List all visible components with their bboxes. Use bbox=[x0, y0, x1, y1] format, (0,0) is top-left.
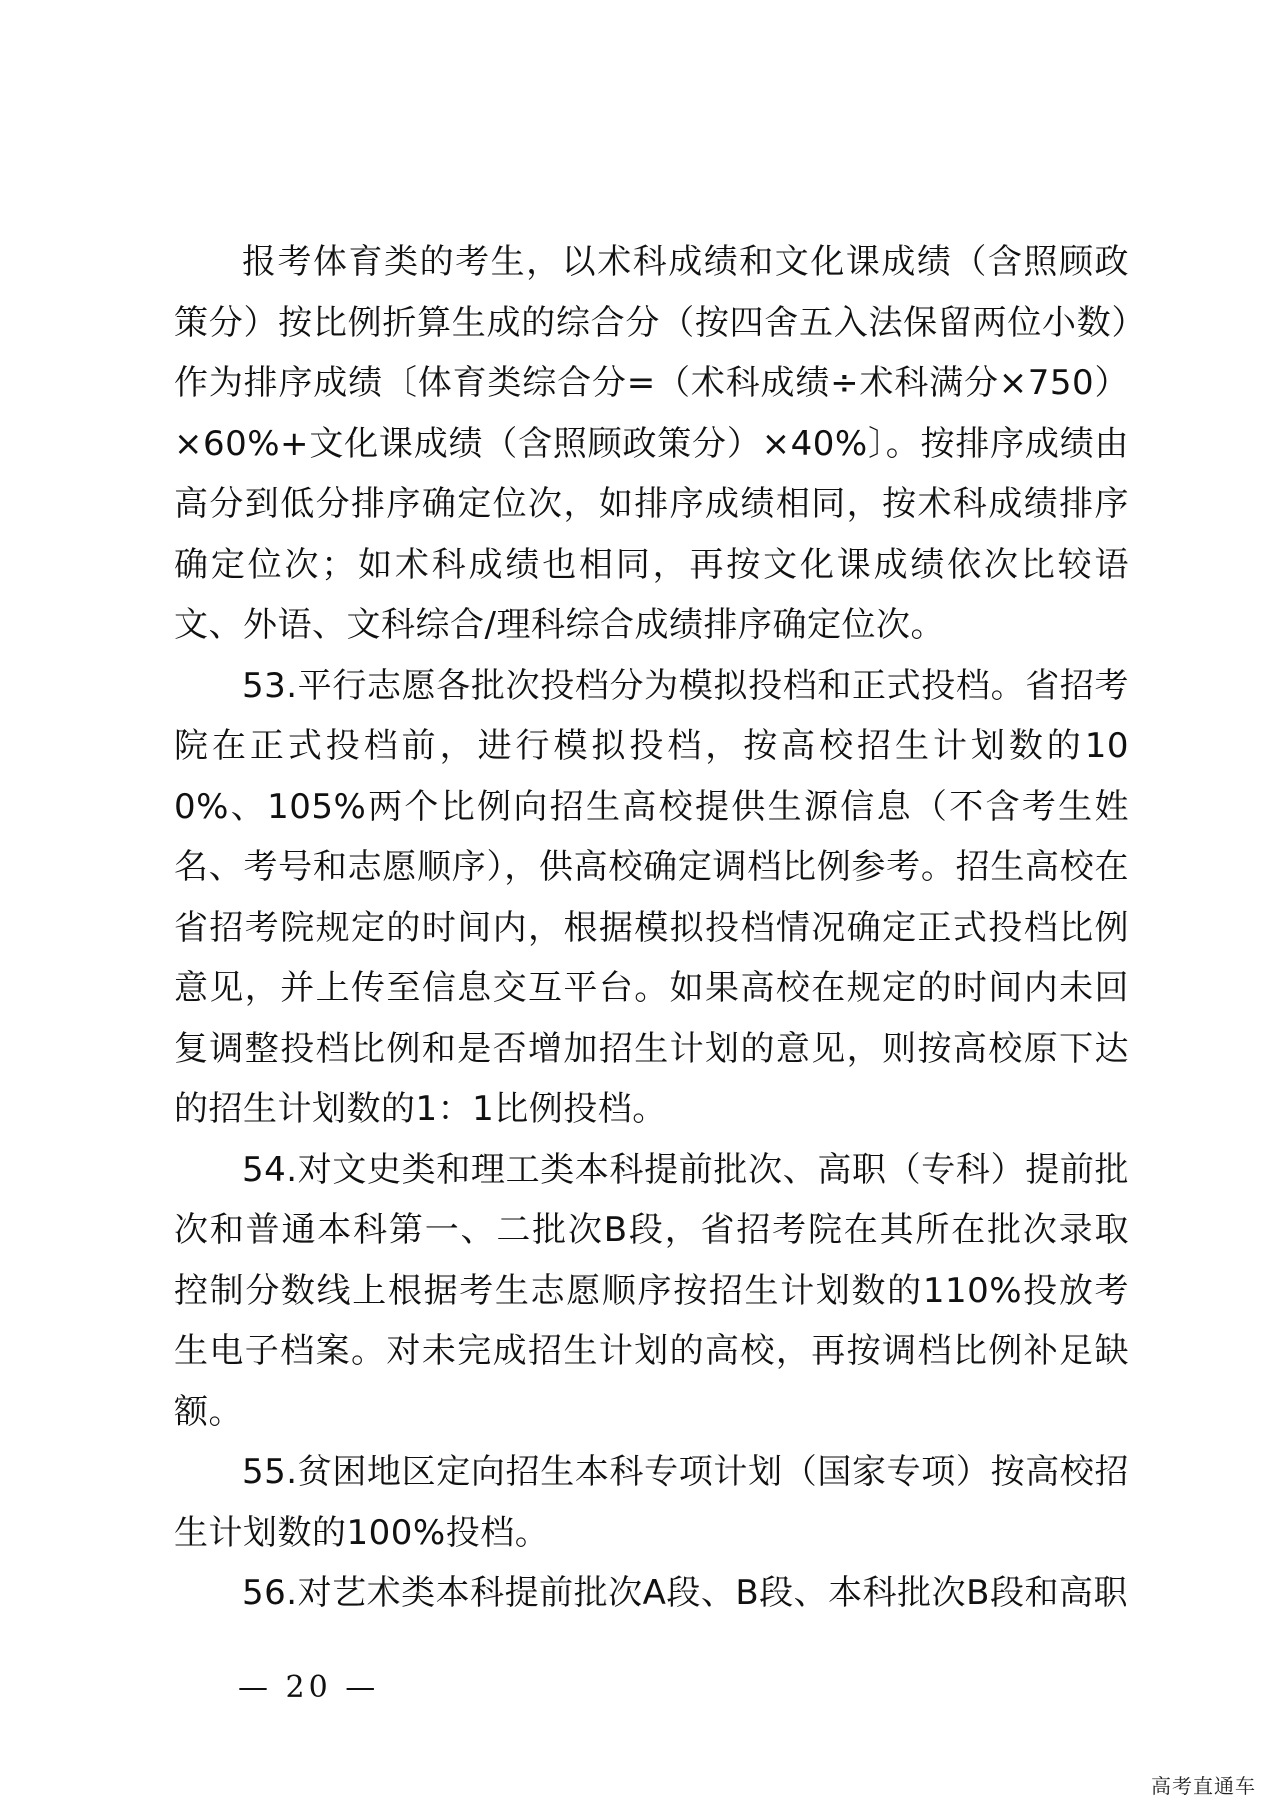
body-text bbox=[174, 232, 1129, 1624]
paragraph-53: 53.平行志愿各批次投档分为模拟投档和正式投档。省招考院在正式投档前，进行模拟投档，按高校招生计划数的100%、105%两个比例向招生高校提供生源信息（不含考生姓名、考号和志愿顺序），供高校确定调档比例参考。招生高校在省招考院规定的时间内，根据模拟投档情况确定正式投档比例意见，并上传至信息交互平台。如果高校在规定的时间内未回复调整投档比例和是否增加招生计划的意见，则按高校原下达的招生计划数的1：1比例投档。 bbox=[174, 665, 1129, 1129]
page-number: — 20 — bbox=[238, 1670, 380, 1705]
paragraph-55: 55.贫困地区定向招生本科专项计划（国家专项）按高校招生计划数的100%投档。 bbox=[174, 1452, 1129, 1553]
paragraph-54: 54.对文史类和理工类本科提前批次、高职（专科）提前批次和普通本科第一、二批次B段，省招考院在其所在批次录取控制分数线上根据考生志愿顺序按招生计划数的110%投放考生电子档案。对未完成招生计划的高校，再按调档比例补足缺额。 bbox=[174, 1149, 1129, 1432]
paragraph-56: 56.对艺术类本科提前批次A段、B段、本科批次B段和高职 bbox=[242, 1573, 1128, 1613]
watermark-text: 高考直通车 bbox=[1151, 1774, 1256, 1798]
paragraph-sports-ranking: 报考体育类的考生，以术科成绩和文化课成绩（含照顾政策分）按比例折算生成的综合分（按四舍五入法保留两位小数）作为排序成绩〔体育类综合分=（术科成绩÷术科满分×750）×60%+文化课成绩（含照顾政策分）×40%〕。按排序成绩由高分到低分排序确定位次，如排序成绩相同，按术科成绩排序确定位次；如术科成绩也相同，再按文化课成绩依次比较语文、外语、文科综合/理科综合成绩排序确定位次。 bbox=[174, 242, 1129, 645]
